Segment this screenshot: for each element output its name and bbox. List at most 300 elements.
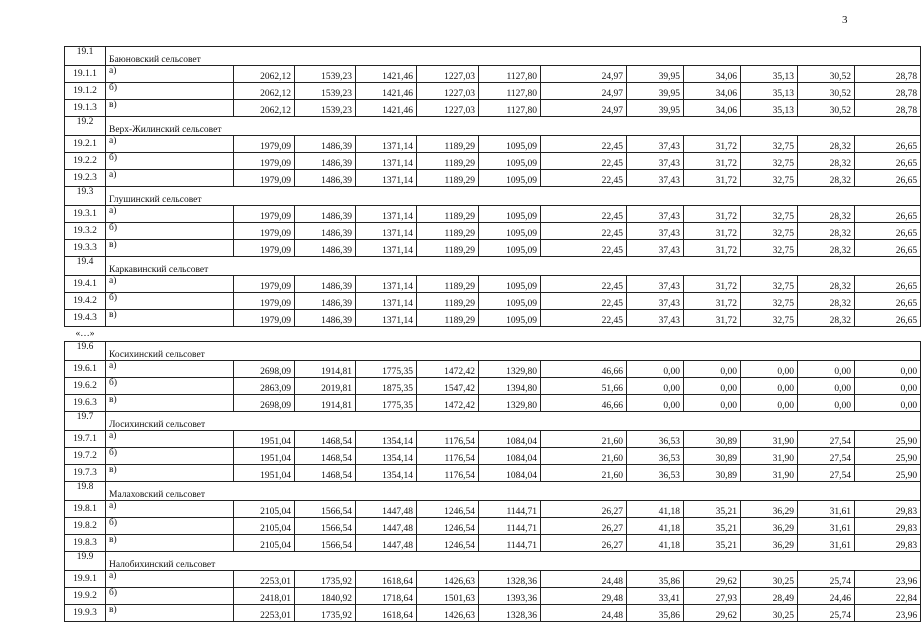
value-cell: 22,45 (541, 293, 627, 310)
row-letter: а) (106, 66, 234, 83)
row-code: 19.2.2 (65, 153, 106, 170)
value-cell: 24,97 (541, 100, 627, 117)
row-letter: б) (106, 378, 234, 395)
value-cell: 25,74 (798, 571, 855, 588)
value-cell: 26,27 (541, 535, 627, 552)
value-cell: 1095,09 (479, 276, 541, 293)
value-cell: 28,32 (798, 170, 855, 187)
value-cell: 0,00 (684, 395, 741, 412)
row-letter: а) (106, 571, 234, 588)
value-cell: 1539,23 (295, 66, 356, 83)
value-cell: 21,60 (541, 465, 627, 482)
table-row (65, 276, 921, 293)
table-row (65, 535, 921, 552)
value-cell: 26,65 (855, 276, 921, 293)
value-cell: 1486,39 (295, 170, 356, 187)
value-cell: 31,72 (684, 170, 741, 187)
value-cell: 29,83 (855, 535, 921, 552)
value-cell: 29,83 (855, 501, 921, 518)
value-cell: 1371,14 (356, 170, 417, 187)
value-cell: 35,21 (684, 535, 741, 552)
row-code: 19.2.3 (65, 170, 106, 187)
value-cell: 31,72 (684, 223, 741, 240)
value-cell: 46,66 (541, 395, 627, 412)
value-cell: 0,00 (798, 395, 855, 412)
value-cell: 28,32 (798, 136, 855, 153)
value-cell: 1979,09 (234, 276, 295, 293)
group-header-row (65, 47, 921, 66)
value-cell: 1354,14 (356, 448, 417, 465)
value-cell: 1095,09 (479, 293, 541, 310)
value-cell: 0,00 (855, 361, 921, 378)
value-cell: 1618,64 (356, 605, 417, 622)
value-cell: 1472,42 (417, 361, 479, 378)
value-cell: 1951,04 (234, 431, 295, 448)
group-code: 19.6 (65, 342, 106, 361)
value-cell: 2253,01 (234, 605, 295, 622)
value-cell: 1189,29 (417, 310, 479, 327)
value-cell: 28,78 (855, 83, 921, 100)
group-name: Глушинский сельсовет (106, 187, 921, 206)
value-cell: 30,89 (684, 448, 741, 465)
value-cell: 31,72 (684, 276, 741, 293)
row-code: 19.8.2 (65, 518, 106, 535)
table-row (65, 431, 921, 448)
tariff-table (64, 46, 921, 622)
value-cell: 28,32 (798, 206, 855, 223)
value-cell: 0,00 (798, 378, 855, 395)
value-cell: 31,72 (684, 240, 741, 257)
value-cell: 30,89 (684, 431, 741, 448)
table-row (65, 66, 921, 83)
value-cell: 1127,80 (479, 66, 541, 83)
value-cell: 28,32 (798, 240, 855, 257)
value-cell: 0,00 (741, 378, 798, 395)
value-cell: 35,86 (627, 605, 684, 622)
value-cell: 28,78 (855, 66, 921, 83)
value-cell: 1539,23 (295, 83, 356, 100)
table-row (65, 501, 921, 518)
value-cell: 1246,54 (417, 501, 479, 518)
group-code: 19.9 (65, 552, 106, 571)
row-code: 19.8.3 (65, 535, 106, 552)
table-row (65, 588, 921, 605)
value-cell: 1486,39 (295, 136, 356, 153)
value-cell: 22,45 (541, 276, 627, 293)
value-cell: 1735,92 (295, 605, 356, 622)
table-row (65, 310, 921, 327)
table-row (65, 240, 921, 257)
value-cell: 26,27 (541, 501, 627, 518)
table-row (65, 448, 921, 465)
value-cell: 37,43 (627, 223, 684, 240)
value-cell: 31,72 (684, 293, 741, 310)
value-cell: 21,60 (541, 431, 627, 448)
page-number: 3 (842, 14, 848, 26)
value-cell: 31,72 (684, 310, 741, 327)
value-cell: 28,32 (798, 153, 855, 170)
row-letter: в) (106, 310, 234, 327)
value-cell: 37,43 (627, 276, 684, 293)
value-cell: 27,93 (684, 588, 741, 605)
value-cell: 22,45 (541, 310, 627, 327)
value-cell: 36,29 (741, 518, 798, 535)
value-cell: 0,00 (627, 395, 684, 412)
value-cell: 1189,29 (417, 136, 479, 153)
table-row (65, 170, 921, 187)
value-cell: 1566,54 (295, 535, 356, 552)
value-cell: 1840,92 (295, 588, 356, 605)
value-cell: 32,75 (741, 223, 798, 240)
value-cell: 34,06 (684, 100, 741, 117)
value-cell: 22,84 (855, 588, 921, 605)
row-letter: а) (106, 431, 234, 448)
value-cell: 46,66 (541, 361, 627, 378)
value-cell: 35,13 (741, 66, 798, 83)
row-code: 19.6.1 (65, 361, 106, 378)
value-cell: 1566,54 (295, 518, 356, 535)
value-cell: 24,48 (541, 571, 627, 588)
value-cell: 35,21 (684, 518, 741, 535)
table-row (65, 395, 921, 412)
value-cell: 2698,09 (234, 395, 295, 412)
value-cell: 34,06 (684, 66, 741, 83)
value-cell: 1618,64 (356, 571, 417, 588)
value-cell: 1979,09 (234, 153, 295, 170)
value-cell: 1189,29 (417, 170, 479, 187)
value-cell: 1875,35 (356, 378, 417, 395)
value-cell: 37,43 (627, 240, 684, 257)
value-cell: 1095,09 (479, 153, 541, 170)
value-cell: 1468,54 (295, 448, 356, 465)
group-name: Малаховский сельсовет (106, 482, 921, 501)
group-code: 19.3 (65, 187, 106, 206)
value-cell: 29,62 (684, 605, 741, 622)
value-cell: 0,00 (855, 378, 921, 395)
value-cell: 32,75 (741, 136, 798, 153)
value-cell: 30,89 (684, 465, 741, 482)
value-cell: 31,61 (798, 535, 855, 552)
value-cell: 23,96 (855, 571, 921, 588)
value-cell: 37,43 (627, 293, 684, 310)
value-cell: 22,45 (541, 206, 627, 223)
value-cell: 24,97 (541, 66, 627, 83)
value-cell: 1227,03 (417, 100, 479, 117)
value-cell: 1329,80 (479, 395, 541, 412)
value-cell: 26,65 (855, 136, 921, 153)
value-cell: 29,62 (684, 571, 741, 588)
value-cell: 2105,04 (234, 518, 295, 535)
row-letter: б) (106, 153, 234, 170)
value-cell: 31,90 (741, 465, 798, 482)
value-cell: 32,75 (741, 153, 798, 170)
row-letter: а) (106, 136, 234, 153)
value-cell: 1426,63 (417, 571, 479, 588)
value-cell: 33,41 (627, 588, 684, 605)
value-cell: 1246,54 (417, 535, 479, 552)
value-cell: 1486,39 (295, 310, 356, 327)
group-header-row (65, 552, 921, 571)
value-cell: 31,72 (684, 136, 741, 153)
row-letter: а) (106, 361, 234, 378)
group-code: 19.1 (65, 47, 106, 66)
value-cell: 1176,54 (417, 431, 479, 448)
value-cell: 36,53 (627, 465, 684, 482)
value-cell: 41,18 (627, 535, 684, 552)
value-cell: 1979,09 (234, 223, 295, 240)
value-cell: 26,65 (855, 206, 921, 223)
value-cell: 31,90 (741, 431, 798, 448)
value-cell: 22,45 (541, 170, 627, 187)
value-cell: 1189,29 (417, 223, 479, 240)
value-cell: 1979,09 (234, 310, 295, 327)
value-cell: 37,43 (627, 310, 684, 327)
group-name: Верх-Жилинский сельсовет (106, 117, 921, 136)
row-letter: б) (106, 588, 234, 605)
value-cell: 36,29 (741, 501, 798, 518)
value-cell: 36,29 (741, 535, 798, 552)
value-cell: 1095,09 (479, 170, 541, 187)
value-cell: 1084,04 (479, 465, 541, 482)
value-cell: 1144,71 (479, 535, 541, 552)
group-name: Лосихинский сельсовет (106, 412, 921, 431)
value-cell: 29,83 (855, 518, 921, 535)
row-code: 19.4.2 (65, 293, 106, 310)
row-code: 19.7.1 (65, 431, 106, 448)
value-cell: 39,95 (627, 83, 684, 100)
table-row (65, 378, 921, 395)
group-code: 19.4 (65, 257, 106, 276)
group-header-row (65, 187, 921, 206)
value-cell: 1394,80 (479, 378, 541, 395)
value-cell: 1718,64 (356, 588, 417, 605)
value-cell: 1084,04 (479, 448, 541, 465)
value-cell: 37,43 (627, 170, 684, 187)
row-code: 19.1.1 (65, 66, 106, 83)
value-cell: 1735,92 (295, 571, 356, 588)
value-cell: 1189,29 (417, 276, 479, 293)
value-cell: 1189,29 (417, 240, 479, 257)
value-cell: 37,43 (627, 136, 684, 153)
row-letter: в) (106, 535, 234, 552)
row-code: 19.9.1 (65, 571, 106, 588)
row-code: 19.3.2 (65, 223, 106, 240)
table-row (65, 83, 921, 100)
value-cell: 1095,09 (479, 136, 541, 153)
value-cell: 1539,23 (295, 100, 356, 117)
table-row (65, 361, 921, 378)
value-cell: 1979,09 (234, 170, 295, 187)
value-cell: 1979,09 (234, 293, 295, 310)
value-cell: 1227,03 (417, 66, 479, 83)
value-cell: 1951,04 (234, 465, 295, 482)
row-letter: а) (106, 501, 234, 518)
value-cell: 1486,39 (295, 206, 356, 223)
value-cell: 31,72 (684, 206, 741, 223)
table-row (65, 605, 921, 622)
value-cell: 36,53 (627, 448, 684, 465)
row-code: 19.3.3 (65, 240, 106, 257)
value-cell: 1468,54 (295, 431, 356, 448)
value-cell: 2062,12 (234, 100, 295, 117)
table-row (65, 206, 921, 223)
table-row (65, 293, 921, 310)
value-cell: 51,66 (541, 378, 627, 395)
value-cell: 1127,80 (479, 100, 541, 117)
value-cell: 28,32 (798, 276, 855, 293)
value-cell: 1354,14 (356, 465, 417, 482)
row-letter: а) (106, 170, 234, 187)
value-cell: 30,52 (798, 66, 855, 83)
row-code: 19.2.1 (65, 136, 106, 153)
value-cell: 1775,35 (356, 395, 417, 412)
value-cell: 28,49 (741, 588, 798, 605)
value-cell: 32,75 (741, 276, 798, 293)
value-cell: 1095,09 (479, 223, 541, 240)
group-header-row (65, 412, 921, 431)
group-header-row (65, 257, 921, 276)
value-cell: 1447,48 (356, 518, 417, 535)
value-cell: 30,25 (741, 571, 798, 588)
value-cell: 1566,54 (295, 501, 356, 518)
value-cell: 31,61 (798, 518, 855, 535)
row-code: 19.9.3 (65, 605, 106, 622)
value-cell: 1914,81 (295, 395, 356, 412)
value-cell: 41,18 (627, 518, 684, 535)
value-cell: 2863,09 (234, 378, 295, 395)
value-cell: 35,13 (741, 100, 798, 117)
row-code: 19.6.2 (65, 378, 106, 395)
value-cell: 0,00 (741, 361, 798, 378)
value-cell: 1328,36 (479, 571, 541, 588)
value-cell: 1979,09 (234, 206, 295, 223)
table-row (65, 223, 921, 240)
value-cell: 1486,39 (295, 276, 356, 293)
value-cell: 35,21 (684, 501, 741, 518)
value-cell: 27,54 (798, 465, 855, 482)
value-cell: 1486,39 (295, 240, 356, 257)
ellipsis-row (65, 327, 921, 342)
value-cell: 26,65 (855, 293, 921, 310)
value-cell: 0,00 (741, 395, 798, 412)
value-cell: 22,45 (541, 136, 627, 153)
value-cell: 1371,14 (356, 293, 417, 310)
value-cell: 24,48 (541, 605, 627, 622)
value-cell: 2105,04 (234, 501, 295, 518)
value-cell: 1501,63 (417, 588, 479, 605)
value-cell: 2062,12 (234, 83, 295, 100)
value-cell: 1979,09 (234, 240, 295, 257)
value-cell: 1127,80 (479, 83, 541, 100)
group-name: Косихинский сельсовет (106, 342, 921, 361)
row-code: 19.6.3 (65, 395, 106, 412)
row-letter: в) (106, 605, 234, 622)
value-cell: 1371,14 (356, 153, 417, 170)
value-cell: 0,00 (627, 378, 684, 395)
value-cell: 1189,29 (417, 293, 479, 310)
value-cell: 1486,39 (295, 293, 356, 310)
value-cell: 1354,14 (356, 431, 417, 448)
value-cell: 35,86 (627, 571, 684, 588)
value-cell: 1246,54 (417, 518, 479, 535)
value-cell: 22,45 (541, 153, 627, 170)
value-cell: 21,60 (541, 448, 627, 465)
group-name: Каркавинский сельсовет (106, 257, 921, 276)
value-cell: 1393,36 (479, 588, 541, 605)
row-code: 19.3.1 (65, 206, 106, 223)
value-cell: 1547,42 (417, 378, 479, 395)
value-cell: 32,75 (741, 240, 798, 257)
value-cell: 0,00 (855, 395, 921, 412)
value-cell: 29,48 (541, 588, 627, 605)
value-cell: 31,61 (798, 501, 855, 518)
value-cell: 30,52 (798, 83, 855, 100)
value-cell: 26,65 (855, 240, 921, 257)
value-cell: 1084,04 (479, 431, 541, 448)
value-cell: 1472,42 (417, 395, 479, 412)
row-letter: б) (106, 83, 234, 100)
row-letter: в) (106, 465, 234, 482)
value-cell: 36,53 (627, 431, 684, 448)
value-cell: 27,54 (798, 431, 855, 448)
value-cell: 22,45 (541, 223, 627, 240)
value-cell: 0,00 (684, 378, 741, 395)
group-code: 19.7 (65, 412, 106, 431)
ellipsis-spacer (106, 327, 921, 342)
value-cell: 1486,39 (295, 153, 356, 170)
value-cell: 1095,09 (479, 206, 541, 223)
table-row (65, 100, 921, 117)
value-cell: 30,52 (798, 100, 855, 117)
value-cell: 25,74 (798, 605, 855, 622)
value-cell: 31,90 (741, 448, 798, 465)
row-letter: а) (106, 276, 234, 293)
value-cell: 24,97 (541, 83, 627, 100)
value-cell: 2019,81 (295, 378, 356, 395)
row-code: 19.9.2 (65, 588, 106, 605)
value-cell: 26,65 (855, 170, 921, 187)
value-cell: 1421,46 (356, 100, 417, 117)
group-code: 19.2 (65, 117, 106, 136)
value-cell: 1775,35 (356, 361, 417, 378)
value-cell: 25,90 (855, 465, 921, 482)
value-cell: 26,65 (855, 310, 921, 327)
row-letter: в) (106, 100, 234, 117)
value-cell: 37,43 (627, 153, 684, 170)
value-cell: 2698,09 (234, 361, 295, 378)
value-cell: 1371,14 (356, 136, 417, 153)
value-cell: 1189,29 (417, 206, 479, 223)
value-cell: 2253,01 (234, 571, 295, 588)
value-cell: 1176,54 (417, 465, 479, 482)
value-cell: 28,32 (798, 310, 855, 327)
value-cell: 2418,01 (234, 588, 295, 605)
value-cell: 28,32 (798, 223, 855, 240)
value-cell: 0,00 (627, 361, 684, 378)
value-cell: 1176,54 (417, 448, 479, 465)
value-cell: 27,54 (798, 448, 855, 465)
value-cell: 1371,14 (356, 223, 417, 240)
value-cell: 35,13 (741, 83, 798, 100)
value-cell: 1421,46 (356, 83, 417, 100)
value-cell: 24,46 (798, 588, 855, 605)
value-cell: 32,75 (741, 310, 798, 327)
row-letter: а) (106, 206, 234, 223)
value-cell: 1328,36 (479, 605, 541, 622)
value-cell: 39,95 (627, 100, 684, 117)
value-cell: 1447,48 (356, 501, 417, 518)
value-cell: 2105,04 (234, 535, 295, 552)
